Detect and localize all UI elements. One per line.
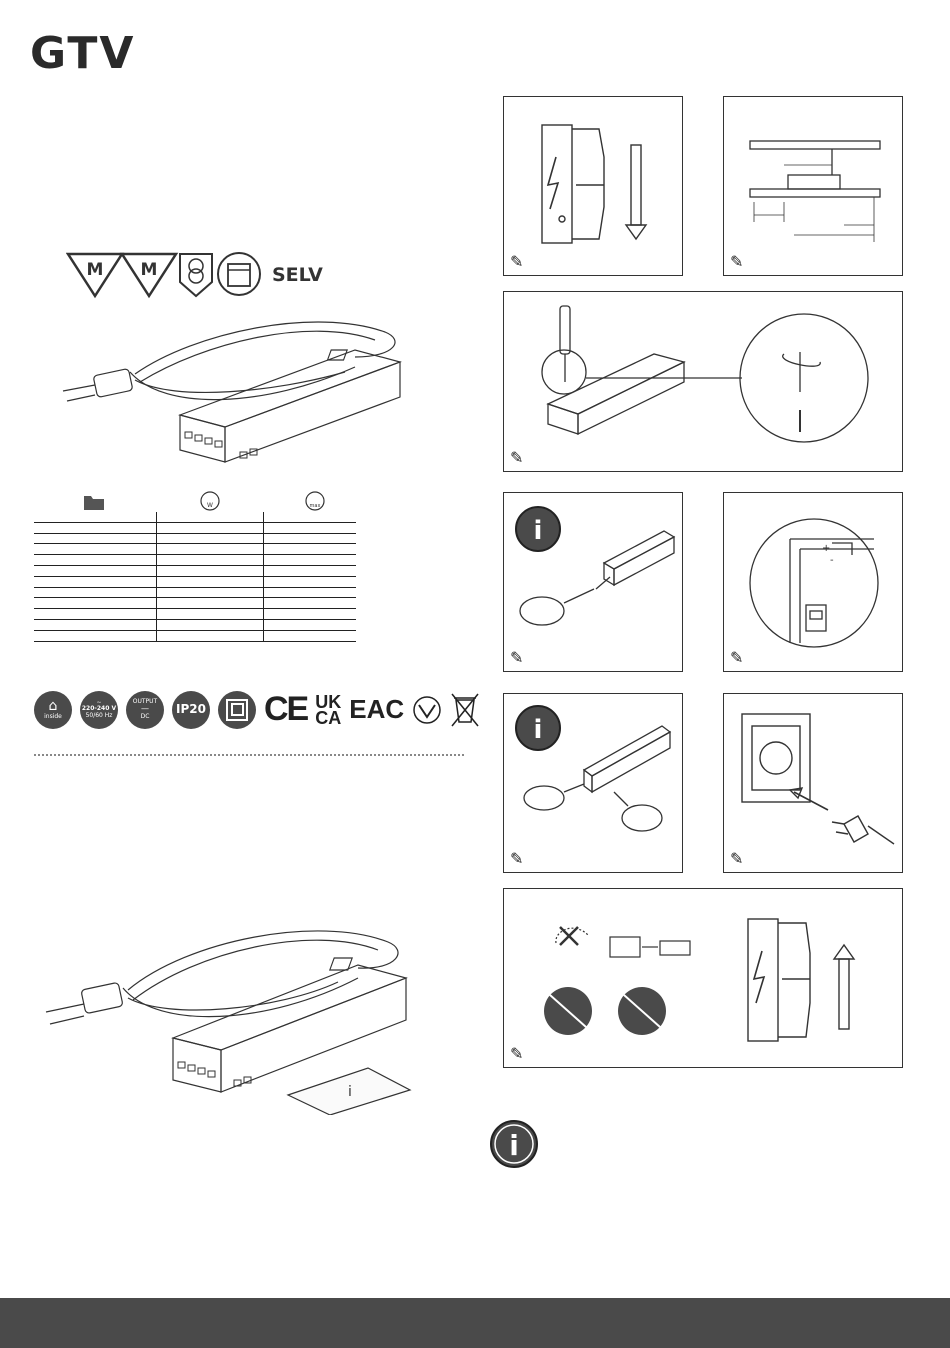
ce-mark-icon: CE bbox=[264, 690, 308, 728]
step-panel-polarity-detail bbox=[723, 492, 903, 672]
safety-marks bbox=[66, 250, 336, 302]
footer-bar bbox=[0, 1298, 950, 1348]
cut-line-divider bbox=[34, 754, 464, 756]
step-panel-multiple-lights bbox=[503, 693, 683, 873]
spec-table-cell bbox=[264, 544, 357, 555]
step-panel-screw-mounting bbox=[503, 291, 903, 472]
spec-table-row bbox=[34, 522, 356, 533]
spec-table-cell bbox=[157, 512, 264, 522]
spec-table-cell bbox=[264, 512, 357, 522]
folder-icon bbox=[84, 496, 104, 510]
spec-table-cell bbox=[34, 609, 157, 620]
svg-text:M: M bbox=[86, 260, 104, 280]
indoor-use-icon: ⌂ inside bbox=[34, 691, 72, 729]
ukca-mark-icon: UK CA bbox=[315, 691, 342, 728]
spec-table-cell bbox=[34, 619, 157, 630]
step-panel-plug-in bbox=[723, 693, 903, 873]
svg-text:M: M bbox=[140, 260, 158, 280]
pencil-icon: ✎ bbox=[510, 448, 524, 467]
svg-text:+: + bbox=[822, 543, 831, 554]
spec-table-cell bbox=[34, 587, 157, 598]
info-icon bbox=[488, 1118, 540, 1170]
spec-table-cell bbox=[157, 522, 264, 533]
spec-table-cell bbox=[34, 576, 157, 587]
pencil-icon: ✎ bbox=[510, 252, 524, 271]
spec-table-cell bbox=[264, 522, 357, 533]
spec-table-row bbox=[34, 512, 356, 522]
power-supply-illustration bbox=[55, 312, 415, 472]
pencil-icon: ✎ bbox=[730, 252, 744, 271]
spec-table-cell bbox=[157, 598, 264, 609]
spec-table-cell bbox=[34, 522, 157, 533]
spec-table-cell bbox=[264, 555, 357, 566]
spec-table-cell bbox=[157, 565, 264, 576]
spec-table-cell bbox=[264, 619, 357, 630]
svg-text:W: W bbox=[207, 502, 213, 509]
spec-table-cell bbox=[157, 544, 264, 555]
m-mark-icon-2 bbox=[122, 254, 176, 296]
step-panel-power-off bbox=[503, 96, 683, 276]
pencil-icon: ✎ bbox=[510, 648, 524, 667]
current-max-icon bbox=[306, 492, 324, 510]
spec-table-row bbox=[34, 565, 356, 576]
step-panel-mounting-dimensions bbox=[723, 96, 903, 276]
svg-text:i: i bbox=[348, 1084, 352, 1100]
spec-table-cell bbox=[34, 598, 157, 609]
eac-mark-icon: EAC bbox=[349, 694, 405, 724]
input-voltage-icon: ∼ 220-240 V 50/60 Hz bbox=[80, 691, 118, 729]
spec-table-cell bbox=[157, 630, 264, 641]
output-dc-icon: OUTPUT — DC bbox=[126, 691, 164, 729]
spec-table-cell bbox=[34, 512, 157, 522]
spec-table-row bbox=[34, 630, 356, 641]
spec-table-cell bbox=[157, 533, 264, 544]
certification-icons bbox=[34, 690, 480, 729]
spec-table-row bbox=[34, 555, 356, 566]
spec-table-cell bbox=[157, 555, 264, 566]
spec-table-cell bbox=[264, 565, 357, 576]
step-panel-warnings-power-on bbox=[503, 888, 903, 1068]
spec-table-cell bbox=[34, 555, 157, 566]
spec-table-row bbox=[34, 609, 356, 620]
safety-transformer-icon bbox=[180, 254, 212, 296]
pencil-icon: ✎ bbox=[510, 849, 524, 868]
spec-table-row bbox=[34, 533, 356, 544]
svg-text:i: i bbox=[533, 715, 543, 745]
spec-table-cell bbox=[264, 587, 357, 598]
spec-table-cell bbox=[264, 576, 357, 587]
power-watt-icon bbox=[201, 492, 219, 510]
spec-table-cell bbox=[264, 598, 357, 609]
spec-table-cell bbox=[157, 576, 264, 587]
spec-table-cell bbox=[157, 587, 264, 598]
ip-rating-icon: IP20 bbox=[172, 691, 210, 729]
spec-table-row bbox=[34, 544, 356, 555]
class-ii-icon bbox=[218, 691, 256, 729]
step-panel-connect-light bbox=[503, 492, 683, 672]
spec-table-cell bbox=[264, 533, 357, 544]
svg-text:-: - bbox=[830, 555, 834, 566]
m-mark-icon-1 bbox=[68, 254, 122, 296]
spec-table-cell bbox=[34, 565, 157, 576]
svg-text:i: i bbox=[509, 1129, 519, 1162]
spec-table-cell bbox=[157, 609, 264, 620]
spec-table-row bbox=[34, 619, 356, 630]
spec-table-row bbox=[34, 598, 356, 609]
double-insulation-transformer-icon bbox=[218, 253, 260, 295]
spec-table-cell bbox=[34, 533, 157, 544]
pencil-icon: ✎ bbox=[730, 648, 744, 667]
selv-label: SELV bbox=[272, 264, 323, 286]
spec-table-row bbox=[34, 587, 356, 598]
svg-text:max: max bbox=[309, 503, 321, 509]
spec-table-cell bbox=[157, 619, 264, 630]
pencil-icon: ✎ bbox=[510, 1044, 524, 1063]
spec-table-cell bbox=[264, 630, 357, 641]
weee-bin-icon bbox=[450, 692, 480, 728]
spec-table-cell bbox=[264, 609, 357, 620]
spec-table bbox=[34, 512, 356, 642]
pencil-icon: ✎ bbox=[730, 849, 744, 868]
package-contents-illustration bbox=[38, 920, 418, 1115]
ukrainian-conformity-icon bbox=[412, 695, 442, 725]
spec-table-row bbox=[34, 576, 356, 587]
spec-table-header bbox=[82, 490, 332, 512]
svg-text:i: i bbox=[533, 516, 543, 546]
spec-table-cell bbox=[34, 544, 157, 555]
brand-logo: GTV bbox=[30, 28, 136, 79]
spec-table-cell bbox=[34, 630, 157, 641]
